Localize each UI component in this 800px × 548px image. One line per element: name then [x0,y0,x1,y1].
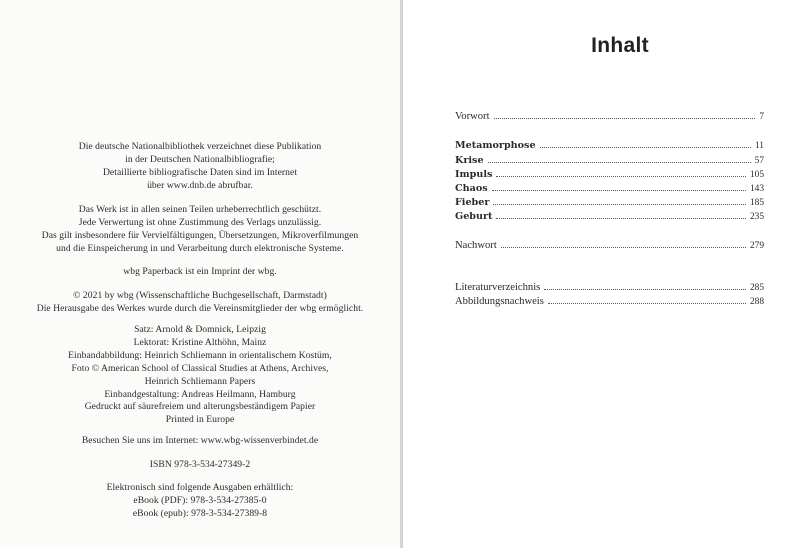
toc-entry-page: 285 [749,283,764,293]
toc-leader-dots [496,218,745,219]
imprint-publisher-note [0,266,400,279]
toc-entry [455,208,764,222]
imprint-line: Elektronisch sind folgende Ausgaben erhältlich: [106,482,294,493]
toc-leader-dots [496,176,746,177]
imprint-production-credits [0,324,400,427]
toc-leader-dots [494,118,756,119]
imprint-line: Die Herausgabe des Werkes wurde durch die Vereinsmitglieder der wbg ermöglicht. [36,302,364,314]
imprint-ebook-editions [0,482,400,521]
imprint-line: © 2021 by wbg (Wissenschaftliche Buchgesellschaft, Darmstadt) [73,290,327,301]
toc-leader-dots [493,204,746,205]
toc-entry [455,108,764,122]
toc-entry [455,180,764,194]
toc-leader-dots [548,303,746,304]
imprint-line: Lektorat: Kristine Althöhn, Mainz [133,336,267,348]
toc-entry-page: 7 [759,112,764,122]
toc-entry-page: 279 [749,241,764,251]
imprint-line: Gedruckt auf säurefreiem und alterungsbeständigem Papier [84,401,316,413]
toc-entry-page: 288 [749,297,764,307]
toc-entry-label: Fieber [455,197,490,208]
imprint-line: Einbandabbildung: Heinrich Schliemann in orientalischem Kostüm, [68,349,332,361]
toc-entry-label: Vorwort [455,111,490,122]
imprint-line: wbg Paperback ist ein Imprint der wbg. [123,266,277,277]
imprint-bibliographic-notice [0,141,400,193]
toc-leader-dots [501,247,746,248]
imprint-line: eBook (epub): 978-3-534-27389-8 [132,507,268,519]
toc-entry [455,166,764,180]
imprint-line: Detaillierte bibliografische Daten sind im Internet [102,166,298,178]
imprint-line: Einbandgestaltung: Andreas Heilmann, Hamburg [104,388,296,400]
toc-entry-label: Chaos [455,183,488,194]
imprint-line: Das gilt insbesondere für Vervielfältigungen, Übersetzungen, Mikroverfilmungen [41,229,359,241]
imprint-copyright-holder [0,290,400,316]
toc-title: Inhalt [591,34,649,57]
toc-entry-page: 143 [749,184,764,194]
toc-entry-page: 57 [754,156,764,166]
toc-entry [455,237,764,251]
imprint-line: Printed in Europe [165,414,235,426]
toc-entry-page: 185 [749,198,764,208]
toc-entry [455,279,764,293]
imprint-line: in der Deutschen Nationalbibliografie; [125,153,275,165]
toc-leader-dots [540,147,751,148]
imprint-isbn [0,459,400,472]
toc-entry-label: Geburt [455,211,493,222]
toc-entry-page: 235 [749,212,764,222]
imprint-line: Besuchen Sie uns im Internet: www.wbg-wissenverbindet.de [81,435,319,446]
toc-entry-label: Abbildungsnachweis [455,296,544,307]
toc-entry-label: Metamorphose [455,140,536,151]
imprint-line: über www.dnb.de abrufbar. [147,179,253,191]
toc-entry-label: Nachwort [455,240,497,251]
toc-entry-label: Literaturverzeichnis [455,282,541,293]
imprint-line: und die Einspeicherung in und Verarbeitung durch elektronische Systeme. [56,242,344,254]
toc-leader-dots [492,190,746,191]
imprint-line: Satz: Arnold & Domnick, Leipzig [134,324,266,335]
toc-entry-label: Impuls [455,169,493,180]
toc-entry [455,194,764,208]
imprint-line: Das Werk ist in allen seinen Teilen urheberrechtlich geschützt. [78,204,322,215]
imprint-line: ISBN 978-3-534-27349-2 [149,459,251,470]
imprint-line: Heinrich Schliemann Papers [144,375,256,387]
toc-entry [455,137,764,151]
imprint-line: eBook (PDF): 978-3-534-27385-0 [133,494,267,506]
toc-leader-dots [544,289,746,290]
imprint-line: Die deutsche Nationalbibliothek verzeichnet diese Publikation [78,141,322,152]
imprint-line: Jede Verwertung ist ohne Zustimmung des Verlags unzulässig. [78,216,322,228]
toc-entry-page: 105 [749,170,764,180]
imprint-copyright-notice [0,204,400,256]
toc-entry-label: Krise [455,155,484,166]
imprint-website [0,435,400,448]
toc-entry [455,293,764,307]
toc-entry-page: 11 [754,141,764,151]
right-page-contents [403,0,800,548]
toc-entry [455,152,764,166]
toc-leader-dots [488,162,751,163]
imprint-line: Foto © American School of Classical Studies at Athens, Archives, [71,362,329,374]
